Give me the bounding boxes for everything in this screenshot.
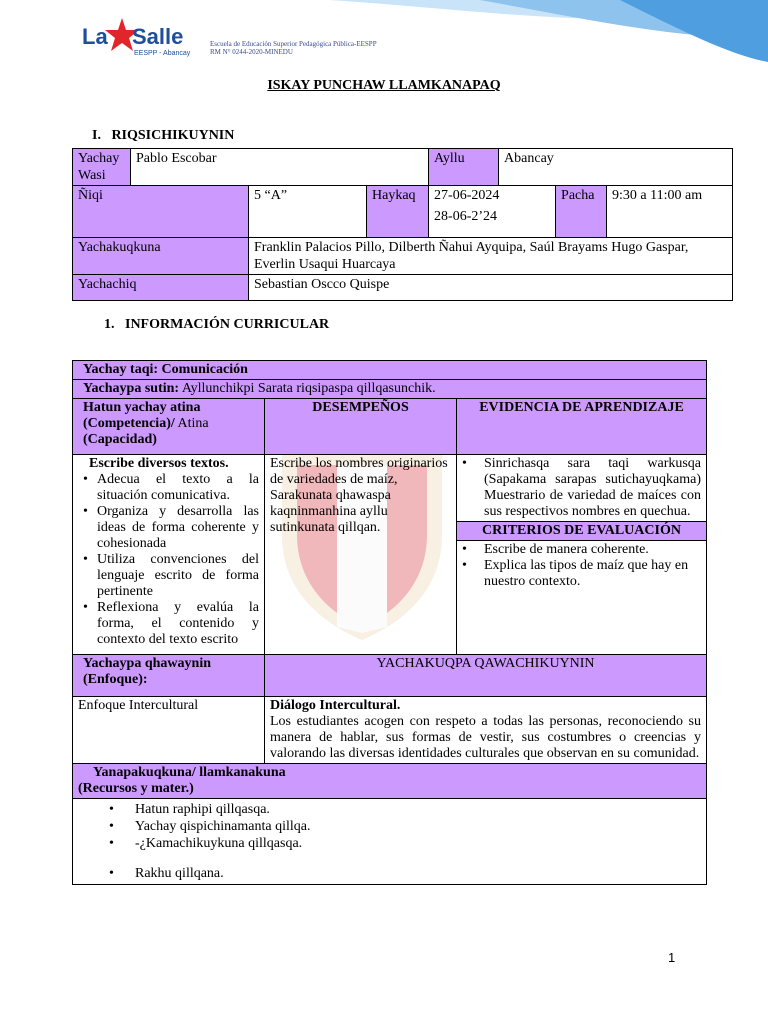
competencia-header-c: (Capacidad)	[83, 432, 157, 447]
yachakuqkuna-label: Yachakuqkuna	[73, 238, 249, 275]
bullet-icon: •	[462, 558, 467, 573]
desempeno-1: Escribe los nombres originarios de variedades de maíz,	[270, 456, 448, 487]
section-heading-curricular: 1. INFORMACIÓN CURRICULAR	[104, 317, 330, 332]
yachaypa-sutin-label: Yachaypa sutin:	[83, 381, 180, 396]
ayllu-value: Abancay	[499, 149, 733, 186]
ayllu-label: Ayllu	[429, 149, 499, 186]
recursos-label-2: (Recursos y mater.)	[78, 781, 194, 796]
bullet-icon: •	[109, 802, 114, 817]
yachakuqkuna-value: Franklin Palacios Pillo, Dilberth Ñahui Ayquipa, Saúl Brayams Hugo Gaspar, Everlin Usaqui Huarcaya	[249, 238, 733, 275]
criterios-cell	[457, 541, 707, 655]
bullet-icon: •	[83, 504, 88, 519]
svg-text:La: La	[82, 24, 108, 49]
date-2: 28-06-2’24	[434, 209, 498, 224]
list-item: • Reflexiona y evalúa la forma, el contenido y contexto del texto escrito	[83, 600, 259, 647]
evidencia-header: EVIDENCIA DE APRENDIZAJE	[457, 399, 707, 455]
competencia-cell	[73, 455, 265, 655]
competencia-header-b: Atina	[174, 416, 209, 431]
competencia-title: Escribe diversos textos.	[89, 456, 229, 471]
desempenos-cell	[265, 455, 457, 655]
recursos-header	[73, 764, 707, 799]
yachachiq-value: Sebastian Oscco Quispe	[249, 275, 733, 301]
yachaypa-sutin-row	[73, 380, 707, 399]
list-item: • Yachay qispichinamanta qillqa.	[109, 819, 311, 834]
institution-info	[210, 40, 377, 56]
curricular-table	[72, 360, 707, 885]
enfoque-header: YACHAKUQPA QAWACHIKUYNIN	[265, 655, 707, 697]
dialogo-title: Diálogo Intercultural.	[270, 698, 401, 713]
evidencia-cell	[457, 455, 707, 522]
criterios-header: CRITERIOS DE EVALUACIÓN	[457, 522, 707, 541]
recursos-label-1: Yanapakuqkuna/ llamkanakuna	[93, 765, 286, 780]
document-title: ISKAY PUNCHAW LLAMKANAPAQ	[267, 78, 501, 93]
bullet-icon: •	[462, 542, 467, 557]
desempeno-2: Sarakunata qhawaspa kaqninmanhina ayllu sutinkunata qillqan.	[270, 488, 391, 535]
capacidades-list	[83, 472, 259, 648]
haykaq-value	[429, 186, 556, 238]
yachay-taqi: Yachay taqi: Comunicación	[73, 361, 707, 380]
svg-text:Salle: Salle	[132, 24, 184, 49]
bullet-icon: •	[83, 552, 88, 567]
enfoque-label: Yachaypa qhawaynin (Enfoque):	[73, 655, 265, 697]
bullet-icon: •	[83, 472, 88, 487]
recursos-list	[109, 802, 701, 882]
section-heading-riqsichikuynin: I. RIQSICHIKUYNIN	[92, 128, 235, 143]
list-item: • Sinrichasqa sara taqi warkusqa (Sapakama sarapas sutichayuqkama) Muestrario de variedad de maíces con sus respectivos nombres en quechua.	[462, 456, 702, 519]
institution-line-2: RM N° 0244-2020-MINEDU	[210, 48, 293, 56]
list-item: • -¿Kamachikuykuna qillqasqa.	[109, 836, 303, 851]
date-1: 27-06-2024	[434, 188, 500, 203]
list-item: • Organiza y desarrolla las ideas de forma coherente y cohesionada	[83, 504, 259, 551]
svg-text:EESPP - Abancay: EESPP - Abancay	[134, 50, 191, 57]
list-item: • Hatun raphipi qillqasqa.	[109, 802, 270, 817]
la-salle-logo	[82, 12, 202, 62]
list-item: • Utiliza convenciones del lenguaje escrito de forma pertinente	[83, 552, 259, 599]
general-info-table	[72, 148, 733, 301]
recursos-cell	[73, 799, 707, 885]
enfoque-value: Enfoque Intercultural	[73, 697, 265, 764]
list-item: • Adecua el texto a la situación comunicativa.	[83, 472, 259, 503]
bullet-icon: •	[109, 866, 114, 881]
yachachiq-label: Yachachiq	[73, 275, 249, 301]
list-item: • Rakhu qillqana.	[109, 866, 224, 881]
yachaypa-sutin-value: Ayllunchikpi Sarata riqsipaspa qillqasunchik.	[179, 381, 436, 396]
yachay-wasi-label: Yachay Wasi	[73, 149, 131, 186]
list-item: • Explica las tipos de maíz que hay en nuestro contexto.	[462, 558, 689, 589]
pacha-label: Pacha	[556, 186, 607, 238]
competencia-header-a: Hatun yachay atina (Competencia)/	[83, 400, 201, 431]
bullet-icon: •	[462, 456, 467, 471]
criterios-list	[462, 542, 701, 590]
competencia-header	[73, 399, 265, 455]
dialogo-text: Los estudiantes acogen con respeto a todas las personas, reconociendo su manera de hablar, sus formas de vestir, sus costumbres o creencias y valorando las diversas identidades culturales que observan en su comunidad.	[270, 714, 702, 761]
bullet-icon: •	[83, 600, 88, 615]
pacha-value: 9:30 a 11:00 am	[607, 186, 733, 238]
niqi-label: Ñiqi	[73, 186, 249, 238]
page-number: 1	[668, 950, 676, 965]
bullet-icon: •	[109, 836, 114, 851]
evidencia-list	[462, 456, 701, 520]
dialogo-cell	[265, 697, 707, 764]
niqi-value: 5 “A”	[249, 186, 367, 238]
yachay-wasi-value: Pablo Escobar	[131, 149, 429, 186]
list-item: • Escribe de manera coherente.	[462, 542, 649, 557]
desempenos-header: DESEMPEÑOS	[265, 399, 457, 455]
institution-line-1: Escuela de Educación Superior Pedagógica Pública-EESPP	[210, 40, 377, 48]
haykaq-label: Haykaq	[367, 186, 429, 238]
bullet-icon: •	[109, 819, 114, 834]
